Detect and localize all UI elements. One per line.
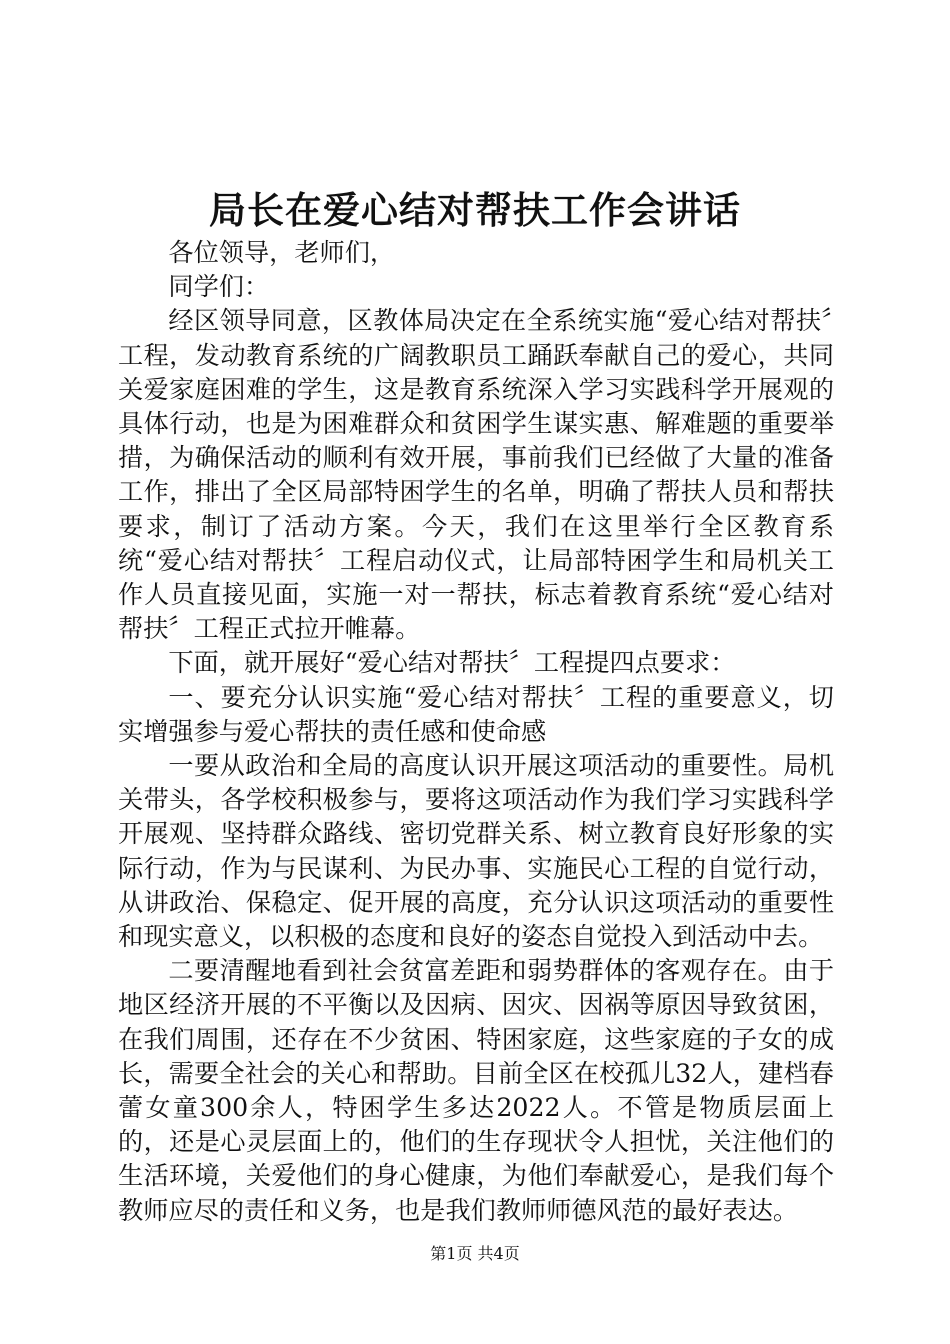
body-paragraph: 二要清醒地看到社会贫富差距和弱势群体的客观存在。由于地区经济开展的不平衡以及因病、因灾、因祸等原因导致贫困，在我们周围，还存在不少贫困、特困家庭，这些家庭的子女的成长，需要全社会的关心和帮助。目前全区在校孤儿32人，建档春蕾女童300余人，特困学生多达2022人。不管是物质层面上的，还是心灵层面上的，他们的生存现状令人担忧，关注他们的生活环境，关爱他们的身心健康，为他们奉献爱心，是我们每个教师应尽的责任和义务，也是我们教师师德风范的最好表达。 (118, 956, 834, 1225)
section-heading: 一、要充分认识实施“爱心结对帮扶〞工程的重要意义，切实增强参与爱心帮扶的责任感和使命感 (118, 682, 834, 746)
salutation-line-1: 各位领导，老师们， (168, 238, 396, 267)
page-number-footer: 第1页 共4页 (430, 1244, 520, 1263)
body-paragraph: 经区领导同意，区教体局决定在全系统实施“爱心结对帮扶〞工程，发动教育系统的广阔教职员工踊跃奉献自己的爱心，共同关爱家庭困难的学生，这是教育系统深入学习实践科学开展观的具体行动，也是为困难群众和贫困学生谋实惠、解难题的重要举措，为确保活动的顺利有效开展，事前我们已经做了大量的准备工作，排出了全区局部特困学生的名单，明确了帮扶人员和帮扶要求，制订了活动方案。今天，我们在这里举行全区教育系统“爱心结对帮扶〞工程启动仪式，让局部特困学生和局机关工作人员直接见面，实施一对一帮扶，标志着教育系统“爱心结对帮扶〞工程正式拉开帷幕。 (118, 306, 834, 644)
document-title: 局长在爱心结对帮扶工作会讲话 (209, 188, 741, 232)
body-paragraph: 下面，就开展好“爱心结对帮扶〞工程提四点要求： (168, 648, 736, 678)
body-paragraph: 一要从政治和全局的高度认识开展这项活动的重要性。局机关带头，各学校积极参与，要将这项活动作为我们学习实践科学开展观、坚持群众路线、密切党群关系、树立教育良好形象的实际行动，作为与民谋利、为民办事、实施民心工程的自觉行动，从讲政治、保稳定、促开展的高度，充分认识这项活动的重要性和现实意义，以积极的态度和良好的姿态自觉投入到活动中去。 (118, 751, 834, 952)
salutation-line-2: 同学们： (168, 272, 270, 302)
document-body (118, 236, 834, 1228)
